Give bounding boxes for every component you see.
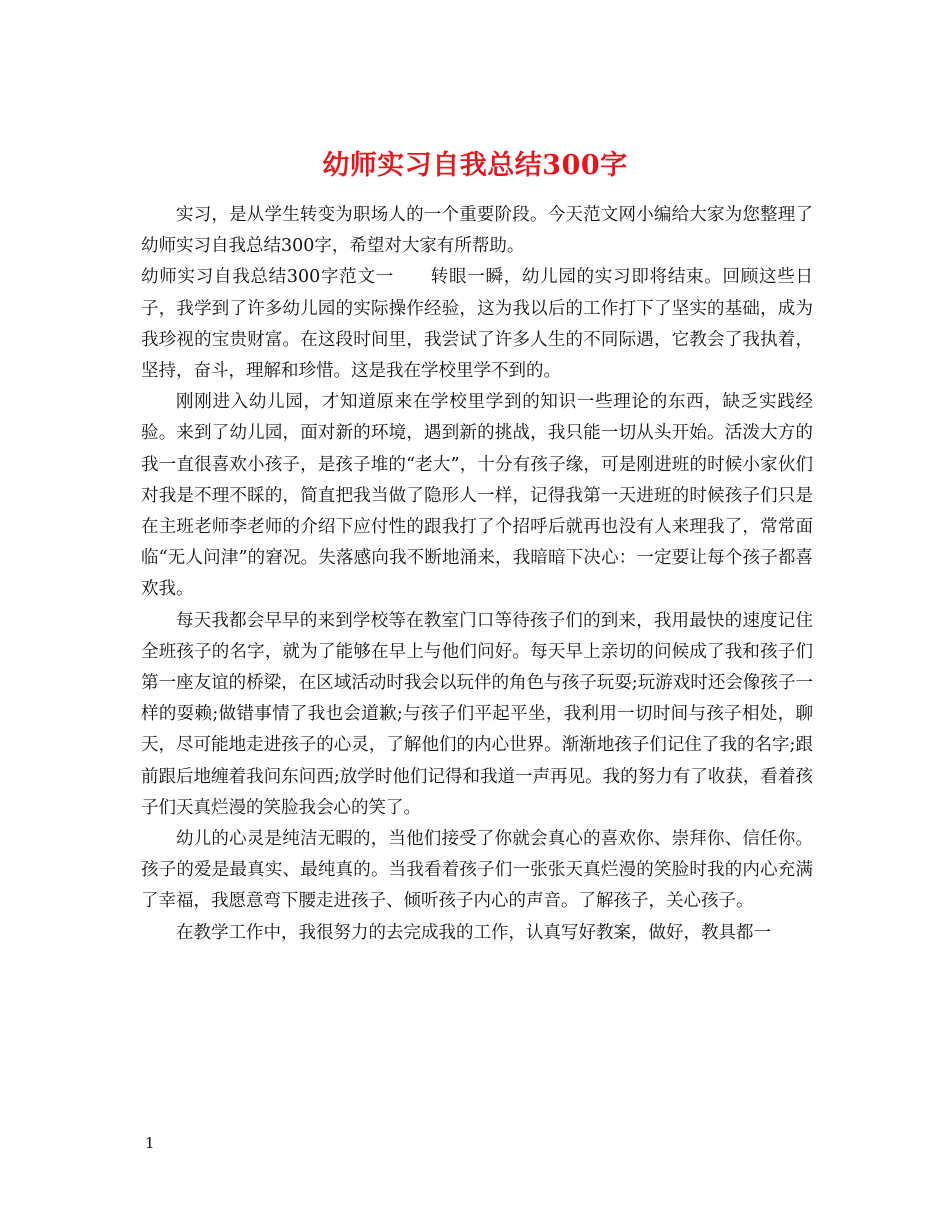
document-title: 幼师实习自我总结300字 bbox=[322, 150, 628, 182]
section-paragraph bbox=[141, 262, 813, 387]
document-body bbox=[141, 200, 813, 949]
intro-paragraph: 实习，是从学生转变为职场人的一个重要阶段。今天范文网小编给大家为您整理了幼师实习自我总结300字，希望对大家有所帮助。 bbox=[141, 205, 813, 257]
section-heading: 幼师实习自我总结300字范文一 bbox=[141, 267, 394, 288]
section-first-text: 转眼一瞬，幼儿园的实习即将结束。回顾这些日子，我学到了许多幼儿园的实际操作经验，这为我以后的工作打下了坚实的基础，成为我珍视的宝贵财富。在这段时间里，我尝试了许多人生的不同际遇，它教会了我执着，坚持，奋斗，理解和珍惜。这是我在学校里学不到的。 bbox=[141, 267, 813, 382]
body-paragraph: 在教学工作中，我很努力的去完成我的工作，认真写好教案，做好，教具都一 bbox=[176, 922, 771, 943]
body-paragraph: 幼儿的心灵是纯洁无暇的，当他们接受了你就会真心的喜欢你、崇拜你、信任你。孩子的爱是最真实、最纯真的。当我看着孩子们一张张天真烂漫的笑脸时我的内心充满了幸福，我愿意弯下腰走进孩子、倾听孩子内心的声音。了解孩子，关心孩子。 bbox=[141, 829, 813, 912]
body-paragraph: 每天我都会早早的来到学校等在教室门口等待孩子们的到来，我用最快的速度记住全班孩子的名字，就为了能够在早上与他们问好。每天早上亲切的问候成了我和孩子们第一座友谊的桥梁，在区域活动时我会以玩伴的角色与孩子玩耍;玩游戏时还会像孩子一样的耍赖;做错事情了我也会道歉;与孩子们平起平坐，我利用一切时间与孩子相处，聊天，尽可能地走进孩子的心灵，了解他们的内心世界。渐渐地孩子们记住了我的名字;跟前跟后地缠着我问东问西;放学时他们记得和我道一声再见。我的努力有了收获，看着孩子们天真烂漫的笑脸我会心的笑了。 bbox=[141, 610, 813, 818]
body-paragraph: 刚刚进入幼儿园，才知道原来在学校里学到的知识一些理论的东西，缺乏实践经验。来到了幼儿园，面对新的环境，遇到新的挑战，我只能一切从头开始。活泼大方的我一直很喜欢小孩子，是孩子堆的“老大”，十分有孩子缘，可是刚进班的时候小家伙们对我是不理不睬的，简直把我当做了隐形人一样，记得我第一天进班的时候孩子们只是在主班老师李老师的介绍下应付性的跟我打了个招呼后就再也没有人来理我了，常常面临“无人问津”的窘况。失落感向我不断地涌来，我暗暗下决心：一定要让每个孩子都喜欢我。 bbox=[141, 392, 813, 600]
page-number: 1 bbox=[145, 1134, 155, 1152]
